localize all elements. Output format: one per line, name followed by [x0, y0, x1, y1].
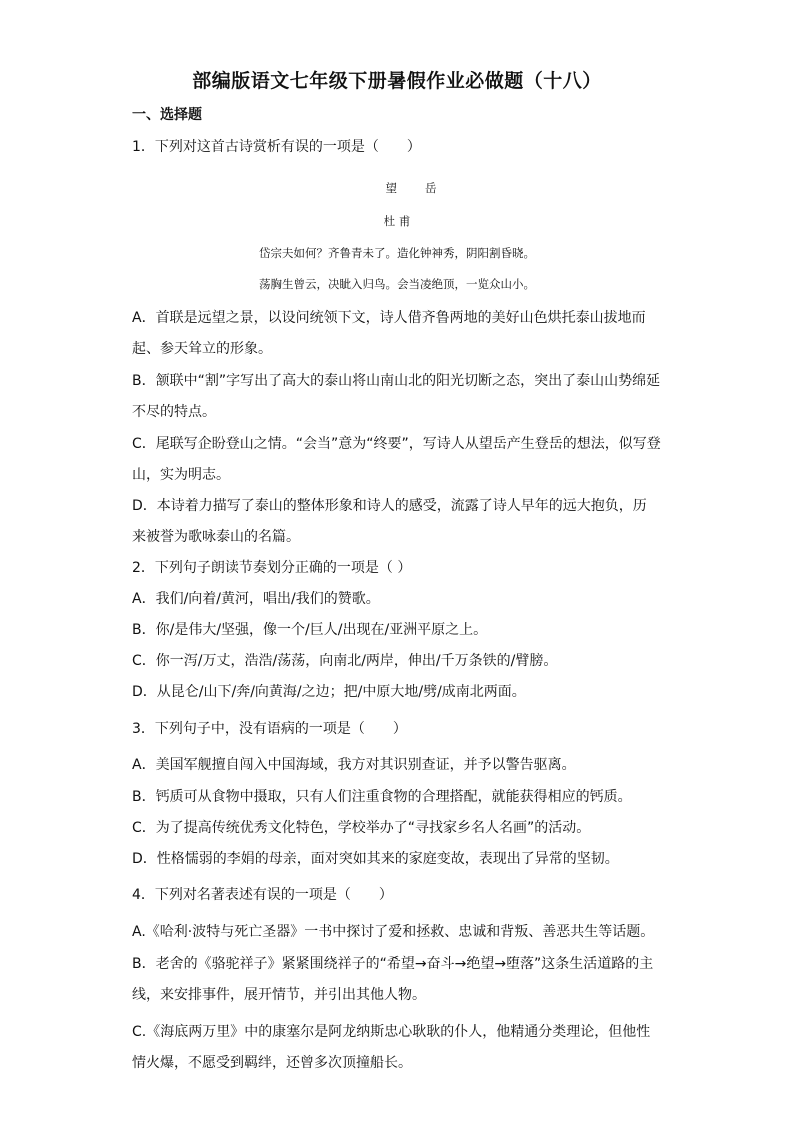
q3-option-c: C．为了提高传统优秀文化特色，学校举办了“寻找家乡名人名画”的活动。 [132, 820, 591, 836]
q1-option-c-line2: 山，实为明志。 [132, 467, 230, 483]
q1-option-a-line1: A．首联是远望之景，以设问统领下文，诗人借齐鲁两地的美好山色烘托泰山拔地而 [132, 310, 646, 326]
poem-author: 杜 甫 [383, 214, 411, 228]
q1-option-b-line1: B．颔联中“割”字写出了高大的泰山将山南山北的阳光切断之态，突出了泰山山势绵延 [132, 373, 661, 389]
q3-option-d: D．性格懦弱的李娟的母亲，面对突如其来的家庭变故，表现出了异常的坚韧。 [132, 851, 619, 867]
question-3-stem: 3．下列句子中，没有语病的一项是（ ） [132, 721, 407, 737]
question-4-stem: 4．下列对名著表述有误的一项是（ ） [132, 887, 393, 903]
q1-option-d-line1: D．本诗着力描写了泰山的整体形象和诗人的感受，流露了诗人早年的远大抱负，历 [132, 498, 647, 514]
q4-option-c-line2: 情火爆，不愿受到羁绊，还曾多次顶撞船长。 [132, 1055, 412, 1071]
poem-title: 望岳 [385, 181, 465, 195]
q2-option-a: A．我们/向着/黄河，唱出/我们的赞歌。 [132, 591, 380, 607]
q3-option-a: A．美国军舰擅自闯入中国海域，我方对其识别查证，并予以警告驱离。 [132, 757, 576, 773]
q3-option-b: B．钙质可从食物中摄取，只有人们注重食物的合理搭配，就能获得相应的钙质。 [132, 789, 632, 805]
q2-option-d: D．从昆仑/山下/奔/向黄海/之边；把/中原大地/劈/成南北两面。 [132, 684, 526, 700]
q4-option-b-line1: B．老舍的《骆驼祥子》紧紧围绕祥子的“希望→奋斗→绝望→堕落”这条生活道路的主 [132, 956, 654, 972]
q4-option-a: A.《哈利·波特与死亡圣器》一书中探讨了爱和拯救、忠诚和背叛、善恶共生等话题。 [132, 924, 655, 940]
q2-option-b: B．你/是伟大/坚强，像一个/巨人/出现在/亚洲平原之上。 [132, 622, 488, 638]
section-heading: 一、选择题 [132, 107, 202, 123]
q4-option-c-line1: C.《海底两万里》中的康塞尔是阿龙纳斯忠心耿耿的仆人，他精通分类理论，但他性 [132, 1024, 651, 1040]
question-2-stem: 2．下列句子朗读节奏划分正确的一项是（ ） [132, 560, 412, 576]
q4-option-b-line2: 线，来安排事件，展开情节，并引出其他人物。 [132, 987, 426, 1003]
q1-option-a-line2: 起、参天耸立的形象。 [132, 341, 272, 357]
poem-line-1: 岱宗夫如何？齐鲁青未了。造化钟神秀，阴阳割昏晓。 [259, 246, 535, 260]
document-title: 部编版语文七年级下册暑假作业必做题（十八） [192, 70, 602, 92]
q2-option-c: C．你一泻/万丈，浩浩/荡荡，向南北/两岸，伸出/千万条铁的/臂膀。 [132, 653, 558, 669]
poem-line-2: 荡胸生曾云，决眦入归鸟。会当凌绝顶，一览众山小。 [259, 277, 535, 291]
q1-option-c-line1: C．尾联写企盼登山之情。“会当”意为“终要”，写诗人从望岳产生登岳的想法，似写登 [132, 436, 661, 452]
q1-option-d-line2: 来被誉为歌咏泰山的名篇。 [132, 529, 300, 545]
question-1-stem: 1．下列对这首古诗赏析有误的一项是（ ） [132, 139, 421, 155]
q1-option-b-line2: 不尽的特点。 [132, 404, 216, 420]
